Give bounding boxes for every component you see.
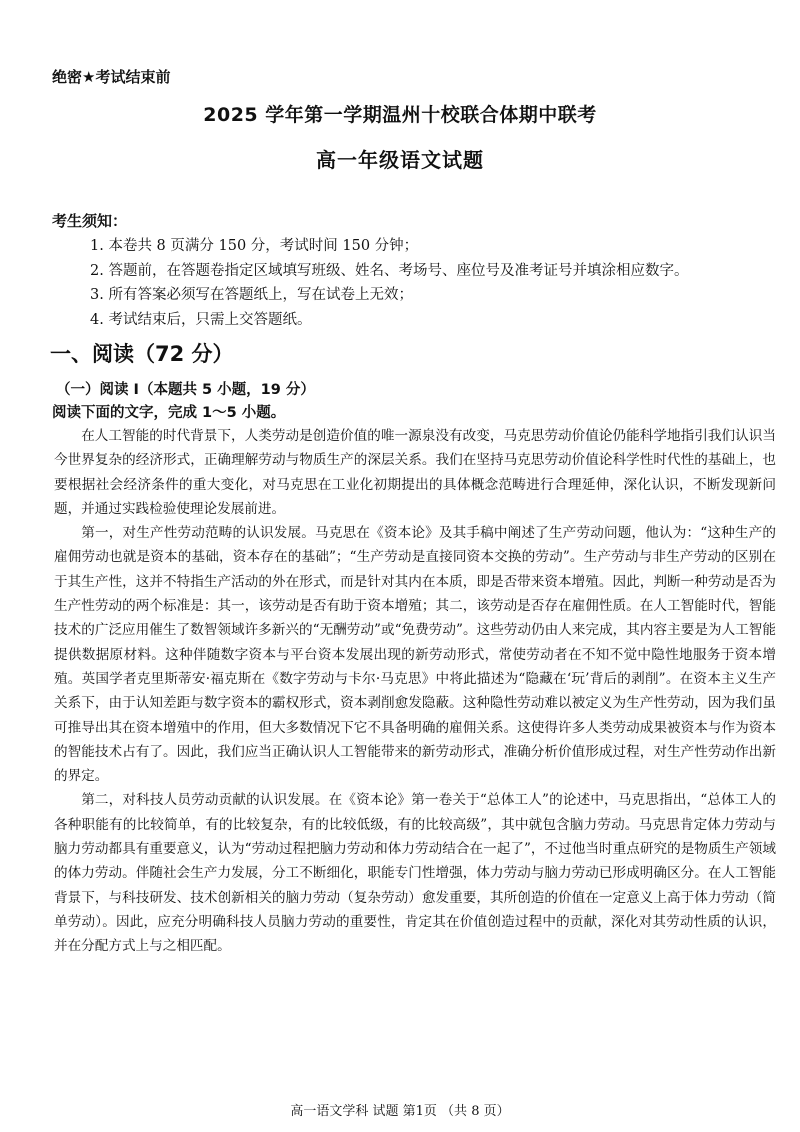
exam-subtitle: 高一年级语文试题: [316, 148, 484, 172]
page-footer: 高一语文学科 试题 第1页 （共 8 页）: [290, 1104, 510, 1119]
reading-passage: [54, 424, 776, 959]
passage-paragraph: 第二，对科技人员劳动贡献的认识发展。在《资本论》第一卷关于“总体工人”的论述中，马克思指出，“总体工人的各种职能有的比较简单，有的比较复杂，有的比较低级，有的比较高级”，其中就包含脑力劳动。马克思肯定体力劳动与脑力劳动都具有重要意义，认为“劳动过程把脑力劳动和体力劳动结合在一起了”，不过他当时重点研究的是物质生产领域的体力劳动。伴随社会生产力发展，分工不断细化，职能专门性增强，体力劳动与脑力劳动已形成明确区分。在人工智能背景下，与科技研发、技术创新相关的脑力劳动（复杂劳动）愈发重要，其所创造的价值在一定意义上高于体力劳动（简单劳动）。因此，应充分明确科技人员脑力劳动的重要性，肯定其在价值创造过程中的贡献，深化对其劳动性质的认识，并在分配方式上与之相匹配。: [54, 792, 776, 955]
confidential-mark: 绝密★考试结束前: [52, 68, 171, 86]
reading-sub-heading: （一）阅读 I（本题共 5 小题，19 分）: [56, 382, 315, 398]
notice-item: 4. 考试结束后，只需上交答题纸。: [90, 311, 312, 328]
reading-instruction: 阅读下面的文字，完成 1～5 小题。: [52, 405, 286, 421]
notice-item: 1. 本卷共 8 页满分 150 分，考试时间 150 分钟；: [90, 238, 419, 254]
notice-item: 2. 答题前，在答题卷指定区域填写班级、姓名、考场号、座位号及准考证号并填涂相应数字。: [90, 262, 689, 279]
notice-item: 3. 所有答案必须写在答题纸上，写在试卷上无效；: [90, 287, 413, 303]
passage-paragraph: 第一，对生产性劳动范畴的认识发展。马克思在《资本论》及其手稿中阐述了生产劳动问题，他认为：“这种生产的雇佣劳动也就是资本的基础，资本存在的基础”；“生产劳动是直接同资本交换的劳动”。生产劳动与非生产劳动的区别在于其生产性，这并不特指生产活动的外在形式，而是针对其内在本质，即是否带来资本增殖。因此，判断一种劳动是否为生产性劳动的两个标准是：其一，该劳动是否有助于资本增殖；其二，该劳动是否存在雇佣性质。在人工智能时代，智能技术的广泛应用催生了数智领域许多新兴的“无酬劳动”或“免费劳动”。这些劳动仍由人来完成，其内容主要是为人工智能提供数据原材料。这种伴随数字资本与平台资本发展出现的新劳动形式，常使劳动者在不知不觉中隐性地服务于资本增殖。英国学者克里斯蒂安·福克斯在《数字劳动与卡尔·马克思》中将此描述为“隐藏在‘玩’背后的剥削”。在资本主义生产关系下，由于认知差距与数字资本的霸权形式，资本剥削愈发隐蔽。这种隐性劳动难以被定义为生产性劳动，因为我们虽可推导出其在资本增殖中的作用，但大多数情况下它不具备明确的雇佣关系。这使得许多人类劳动成果被资本与作为资本的智能技术占有了。因此，我们应当正确认识人工智能带来的新劳动形式，准确分析价值形成过程，对生产性劳动作出新的界定。: [54, 525, 776, 785]
section-heading: 一、阅读（72 分）: [50, 342, 234, 366]
passage-paragraph: 在人工智能的时代背景下，人类劳动是创造价值的唯一源泉没有改变，马克思劳动价值论仍能科学地指引我们认识当今世界复杂的经济形式，正确理解劳动与物质生产的深层关系。我们在坚持马克思劳动价值论科学性时代性的基础上，也要根据社会经济条件的重大变化，对马克思在工业化初期提出的具体概念范畴进行合理延伸，深化认识，不断发现新问题，并通过实践检验使理论发展前进。: [54, 428, 776, 517]
notice-list: [90, 234, 780, 332]
notice-heading: 考生须知：: [52, 212, 128, 230]
exam-title: 2025 学年第一学期温州十校联合体期中联考: [203, 104, 597, 126]
